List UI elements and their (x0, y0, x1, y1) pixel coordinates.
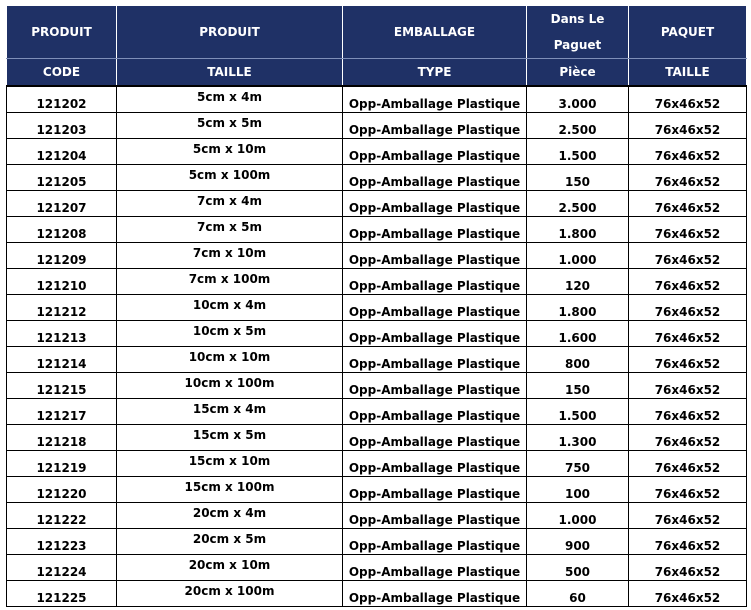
cell-size: 5cm x 4m (117, 86, 343, 112)
cell-pack-size: 76x46x52 (629, 450, 747, 476)
cell-size: 5cm x 5m (117, 112, 343, 138)
cell-type: Opp-Amballage Plastique (343, 190, 527, 216)
cell-code: 121212 (7, 294, 117, 320)
product-table-wrapper (6, 5, 747, 607)
header-produit-code: PRODUIT (7, 6, 117, 59)
cell-type: Opp-Amballage Plastique (343, 502, 527, 528)
cell-size: 10cm x 10m (117, 346, 343, 372)
cell-code: 121215 (7, 372, 117, 398)
cell-type: Opp-Amballage Plastique (343, 580, 527, 606)
cell-pieces: 1.600 (527, 320, 629, 346)
cell-pack-size: 76x46x52 (629, 216, 747, 242)
cell-code: 121208 (7, 216, 117, 242)
table-row (7, 138, 747, 164)
cell-type: Opp-Amballage Plastique (343, 138, 527, 164)
cell-type: Opp-Amballage Plastique (343, 112, 527, 138)
table-row (7, 398, 747, 424)
table-row (7, 242, 747, 268)
cell-pack-size: 76x46x52 (629, 580, 747, 606)
cell-pack-size: 76x46x52 (629, 528, 747, 554)
cell-pack-size: 76x46x52 (629, 502, 747, 528)
cell-code: 121223 (7, 528, 117, 554)
cell-pieces: 1.500 (527, 398, 629, 424)
cell-pieces: 1.000 (527, 502, 629, 528)
cell-code: 121213 (7, 320, 117, 346)
cell-pieces: 100 (527, 476, 629, 502)
table-row (7, 86, 747, 112)
cell-size: 15cm x 4m (117, 398, 343, 424)
cell-pack-size: 76x46x52 (629, 242, 747, 268)
cell-type: Opp-Amballage Plastique (343, 476, 527, 502)
table-header (7, 6, 747, 87)
table-row (7, 554, 747, 580)
table-row (7, 216, 747, 242)
header-dans-le-paquet: Dans Le Paguet (527, 6, 629, 59)
cell-size: 20cm x 100m (117, 580, 343, 606)
table-row (7, 294, 747, 320)
header-row-2 (7, 59, 747, 87)
cell-size: 10cm x 4m (117, 294, 343, 320)
cell-code: 121204 (7, 138, 117, 164)
cell-type: Opp-Amballage Plastique (343, 164, 527, 190)
cell-code: 121207 (7, 190, 117, 216)
table-row (7, 164, 747, 190)
table-row (7, 502, 747, 528)
cell-pack-size: 76x46x52 (629, 86, 747, 112)
cell-pack-size: 76x46x52 (629, 294, 747, 320)
cell-pack-size: 76x46x52 (629, 398, 747, 424)
cell-size: 15cm x 100m (117, 476, 343, 502)
cell-pieces: 2.500 (527, 190, 629, 216)
cell-pieces: 1.800 (527, 294, 629, 320)
table-row (7, 580, 747, 606)
cell-pack-size: 76x46x52 (629, 476, 747, 502)
cell-size: 7cm x 4m (117, 190, 343, 216)
cell-type: Opp-Amballage Plastique (343, 372, 527, 398)
cell-size: 15cm x 5m (117, 424, 343, 450)
product-table (6, 5, 747, 607)
header-produit-taille: PRODUIT (117, 6, 343, 59)
cell-pieces: 1.800 (527, 216, 629, 242)
cell-pack-size: 76x46x52 (629, 372, 747, 398)
cell-size: 10cm x 100m (117, 372, 343, 398)
cell-code: 121220 (7, 476, 117, 502)
cell-type: Opp-Amballage Plastique (343, 346, 527, 372)
cell-type: Opp-Amballage Plastique (343, 528, 527, 554)
cell-type: Opp-Amballage Plastique (343, 268, 527, 294)
cell-type: Opp-Amballage Plastique (343, 294, 527, 320)
cell-code: 121219 (7, 450, 117, 476)
cell-type: Opp-Amballage Plastique (343, 320, 527, 346)
cell-pieces: 150 (527, 164, 629, 190)
cell-pieces: 750 (527, 450, 629, 476)
table-row (7, 372, 747, 398)
cell-pack-size: 76x46x52 (629, 164, 747, 190)
table-row (7, 346, 747, 372)
cell-code: 121217 (7, 398, 117, 424)
cell-pieces: 1.500 (527, 138, 629, 164)
cell-code: 121209 (7, 242, 117, 268)
cell-type: Opp-Amballage Plastique (343, 86, 527, 112)
cell-size: 7cm x 100m (117, 268, 343, 294)
cell-code: 121224 (7, 554, 117, 580)
cell-size: 20cm x 4m (117, 502, 343, 528)
table-body (7, 86, 747, 606)
cell-type: Opp-Amballage Plastique (343, 424, 527, 450)
table-row (7, 476, 747, 502)
cell-pack-size: 76x46x52 (629, 268, 747, 294)
cell-code: 121203 (7, 112, 117, 138)
cell-pack-size: 76x46x52 (629, 346, 747, 372)
cell-code: 121202 (7, 86, 117, 112)
cell-type: Opp-Amballage Plastique (343, 450, 527, 476)
cell-code: 121210 (7, 268, 117, 294)
header-paquet-taille: TAILLE (629, 59, 747, 87)
cell-code: 121222 (7, 502, 117, 528)
cell-pieces: 3.000 (527, 86, 629, 112)
cell-pack-size: 76x46x52 (629, 138, 747, 164)
cell-pieces: 60 (527, 580, 629, 606)
header-code: CODE (7, 59, 117, 87)
cell-pieces: 1.000 (527, 242, 629, 268)
cell-size: 5cm x 10m (117, 138, 343, 164)
cell-code: 121225 (7, 580, 117, 606)
cell-size: 20cm x 10m (117, 554, 343, 580)
cell-pieces: 1.300 (527, 424, 629, 450)
cell-pieces: 500 (527, 554, 629, 580)
table-row (7, 528, 747, 554)
header-paquet: PAQUET (629, 6, 747, 59)
header-taille: TAILLE (117, 59, 343, 87)
table-row (7, 112, 747, 138)
cell-pieces: 120 (527, 268, 629, 294)
cell-type: Opp-Amballage Plastique (343, 554, 527, 580)
cell-type: Opp-Amballage Plastique (343, 398, 527, 424)
cell-pack-size: 76x46x52 (629, 554, 747, 580)
table-row (7, 450, 747, 476)
header-row-1 (7, 6, 747, 59)
header-type: TYPE (343, 59, 527, 87)
header-emballage: EMBALLAGE (343, 6, 527, 59)
cell-code: 121214 (7, 346, 117, 372)
cell-pack-size: 76x46x52 (629, 424, 747, 450)
cell-code: 121218 (7, 424, 117, 450)
table-row (7, 190, 747, 216)
cell-pack-size: 76x46x52 (629, 190, 747, 216)
cell-code: 121205 (7, 164, 117, 190)
cell-pack-size: 76x46x52 (629, 320, 747, 346)
cell-type: Opp-Amballage Plastique (343, 242, 527, 268)
cell-type: Opp-Amballage Plastique (343, 216, 527, 242)
cell-size: 20cm x 5m (117, 528, 343, 554)
table-row (7, 320, 747, 346)
table-row (7, 268, 747, 294)
header-piece: Pièce (527, 59, 629, 87)
cell-size: 5cm x 100m (117, 164, 343, 190)
cell-pieces: 800 (527, 346, 629, 372)
cell-size: 7cm x 10m (117, 242, 343, 268)
cell-pack-size: 76x46x52 (629, 112, 747, 138)
cell-pieces: 900 (527, 528, 629, 554)
cell-pieces: 150 (527, 372, 629, 398)
cell-size: 15cm x 10m (117, 450, 343, 476)
cell-pieces: 2.500 (527, 112, 629, 138)
table-row (7, 424, 747, 450)
cell-size: 7cm x 5m (117, 216, 343, 242)
cell-size: 10cm x 5m (117, 320, 343, 346)
